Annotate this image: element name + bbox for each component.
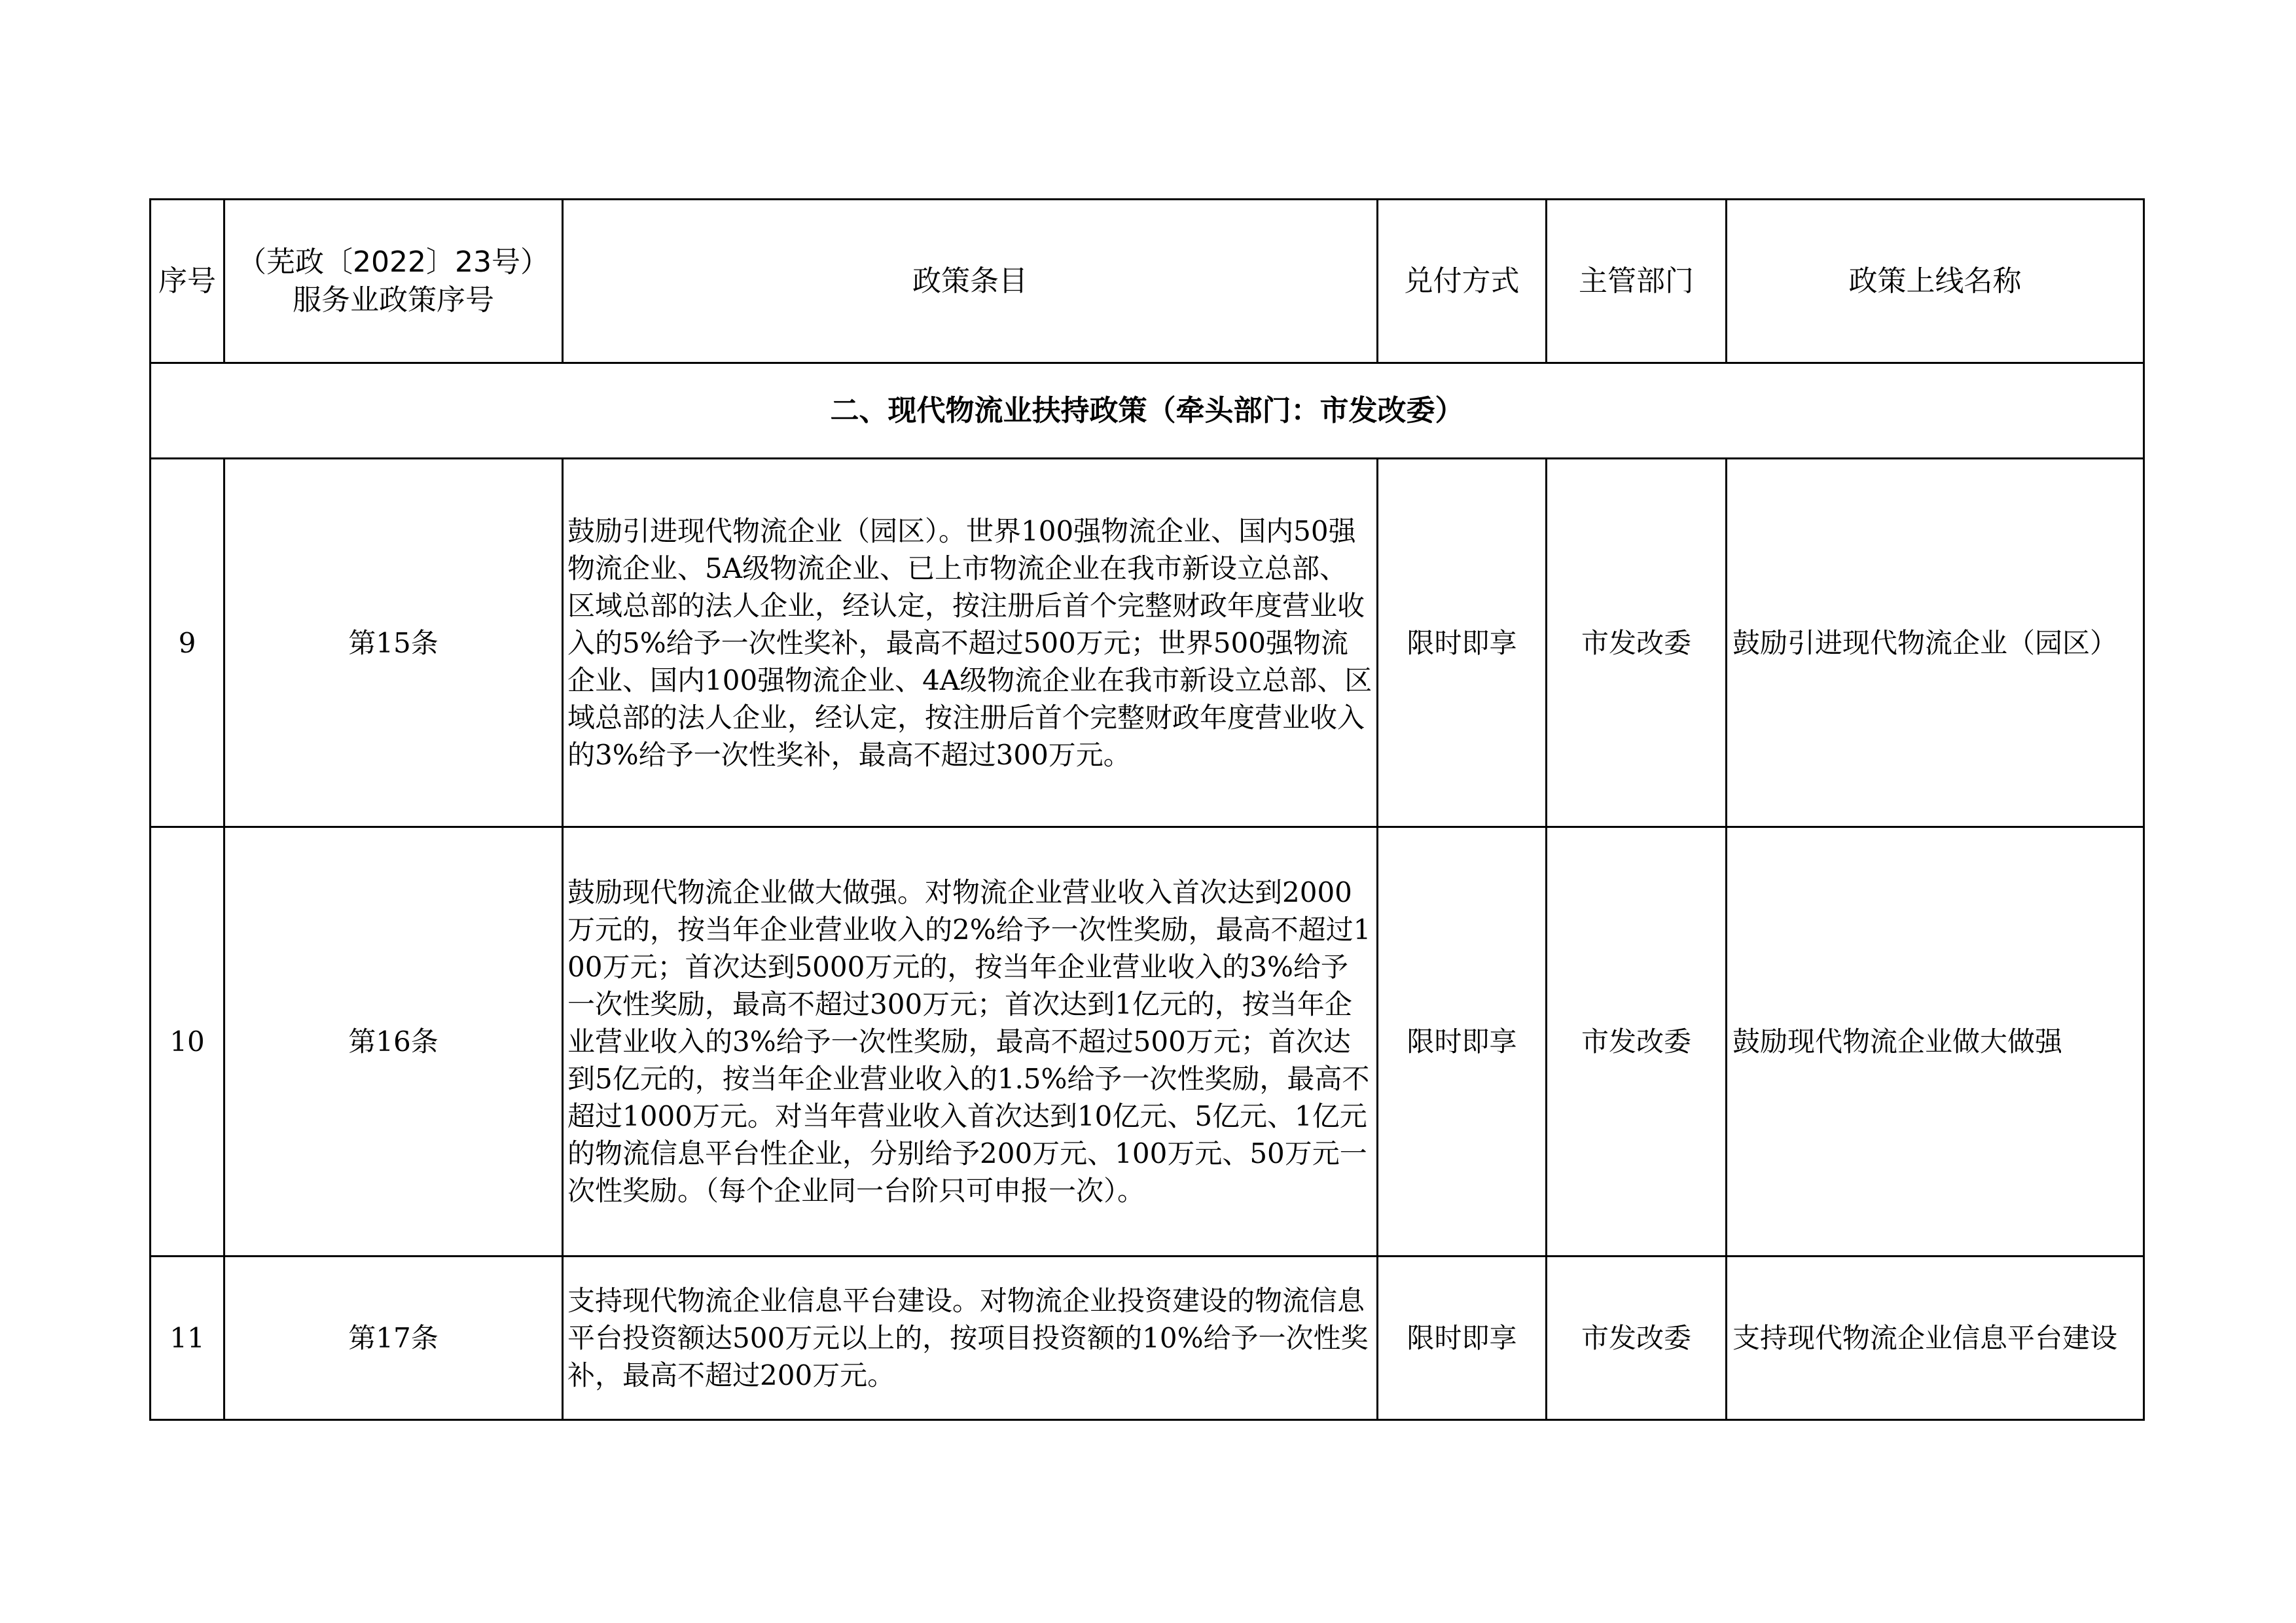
header-department: 主管部门: [1547, 200, 1727, 363]
row-online-name: 鼓励引进现代物流企业（园区）: [1727, 459, 2144, 827]
row-policy-text-content: 支持现代物流企业信息平台建设。对物流企业投资建设的物流信息平台投资额达500万元以上的，按项目投资额的10%给予一次性奖补，最高不超过200万元。: [567, 1285, 1369, 1391]
header-online-name: 政策上线名称: [1727, 200, 2144, 363]
row-policy-text: [563, 1257, 1378, 1420]
table-row: [151, 1257, 2144, 1420]
row-payment: 限时即享: [1378, 459, 1547, 827]
row-article: 第17条: [224, 1257, 563, 1420]
row-article: 第16条: [224, 827, 563, 1257]
row-online-name: 支持现代物流企业信息平台建设: [1727, 1257, 2144, 1420]
row-policy-text: [563, 827, 1378, 1257]
row-payment: 限时即享: [1378, 827, 1547, 1257]
row-policy-text: [563, 459, 1378, 827]
row-seq: 10: [151, 827, 224, 1257]
table-row: [151, 459, 2144, 827]
row-department: 市发改委: [1547, 827, 1727, 1257]
row-seq: 11: [151, 1257, 224, 1420]
row-seq: 9: [151, 459, 224, 827]
row-department: 市发改委: [1547, 459, 1727, 827]
header-seq: 序号: [151, 200, 224, 363]
row-department: 市发改委: [1547, 1257, 1727, 1420]
header-row: [151, 200, 2144, 363]
header-policy-number-line1: （芜政〔2022〕23号）: [238, 245, 549, 279]
row-policy-text-content: 鼓励现代物流企业做大做强。对物流企业营业收入首次达到2000万元的，按当年企业营业收入的2%给予一次性奖励，最高不超过100万元；首次达到5000万元的，按当年企业营业收入的3%给予一次性奖励，最高不超过300万元；首次达到1亿元的，按当年企业营业收入的3%给予一次性奖励，最高不超过500万元；首次达到5亿元的，按当年企业营业收入的1.5%给予一次性奖励，最高不超过1000万元。对当年营业收入首次达到10亿元、5亿元、1亿元的物流信息平台性企业，分别给予200万元、100万元、50万元一次性奖励。（每个企业同一台阶只可申报一次）。: [567, 876, 1371, 1207]
header-policy-number: [224, 200, 563, 363]
table-row: [151, 827, 2144, 1257]
row-policy-text-content: 鼓励引进现代物流企业（园区）。世界100强物流企业、国内50强物流企业、5A级物流企业、已上市物流企业在我市新设立总部、区域总部的法人企业，经认定，按注册后首个完整财政年度营业收入的5%给予一次性奖补，最高不超过500万元；世界500强物流企业、国内100强物流企业、4A级物流企业在我市新设立总部、区域总部的法人企业，经认定，按注册后首个完整财政年度营业收入的3%给予一次性奖补，最高不超过300万元。: [567, 514, 1372, 771]
row-payment: 限时即享: [1378, 1257, 1547, 1420]
header-payment: 兑付方式: [1378, 200, 1547, 363]
row-article: 第15条: [224, 459, 563, 827]
header-policy-number-line2: 服务业政策序号: [293, 283, 494, 317]
section-row: [151, 363, 2144, 459]
header-policy-item: 政策条目: [563, 200, 1378, 363]
row-online-name: 鼓励现代物流企业做大做强: [1727, 827, 2144, 1257]
policy-table: [149, 198, 2145, 1421]
section-title: 二、现代物流业扶持政策（牵头部门：市发改委）: [151, 363, 2144, 459]
